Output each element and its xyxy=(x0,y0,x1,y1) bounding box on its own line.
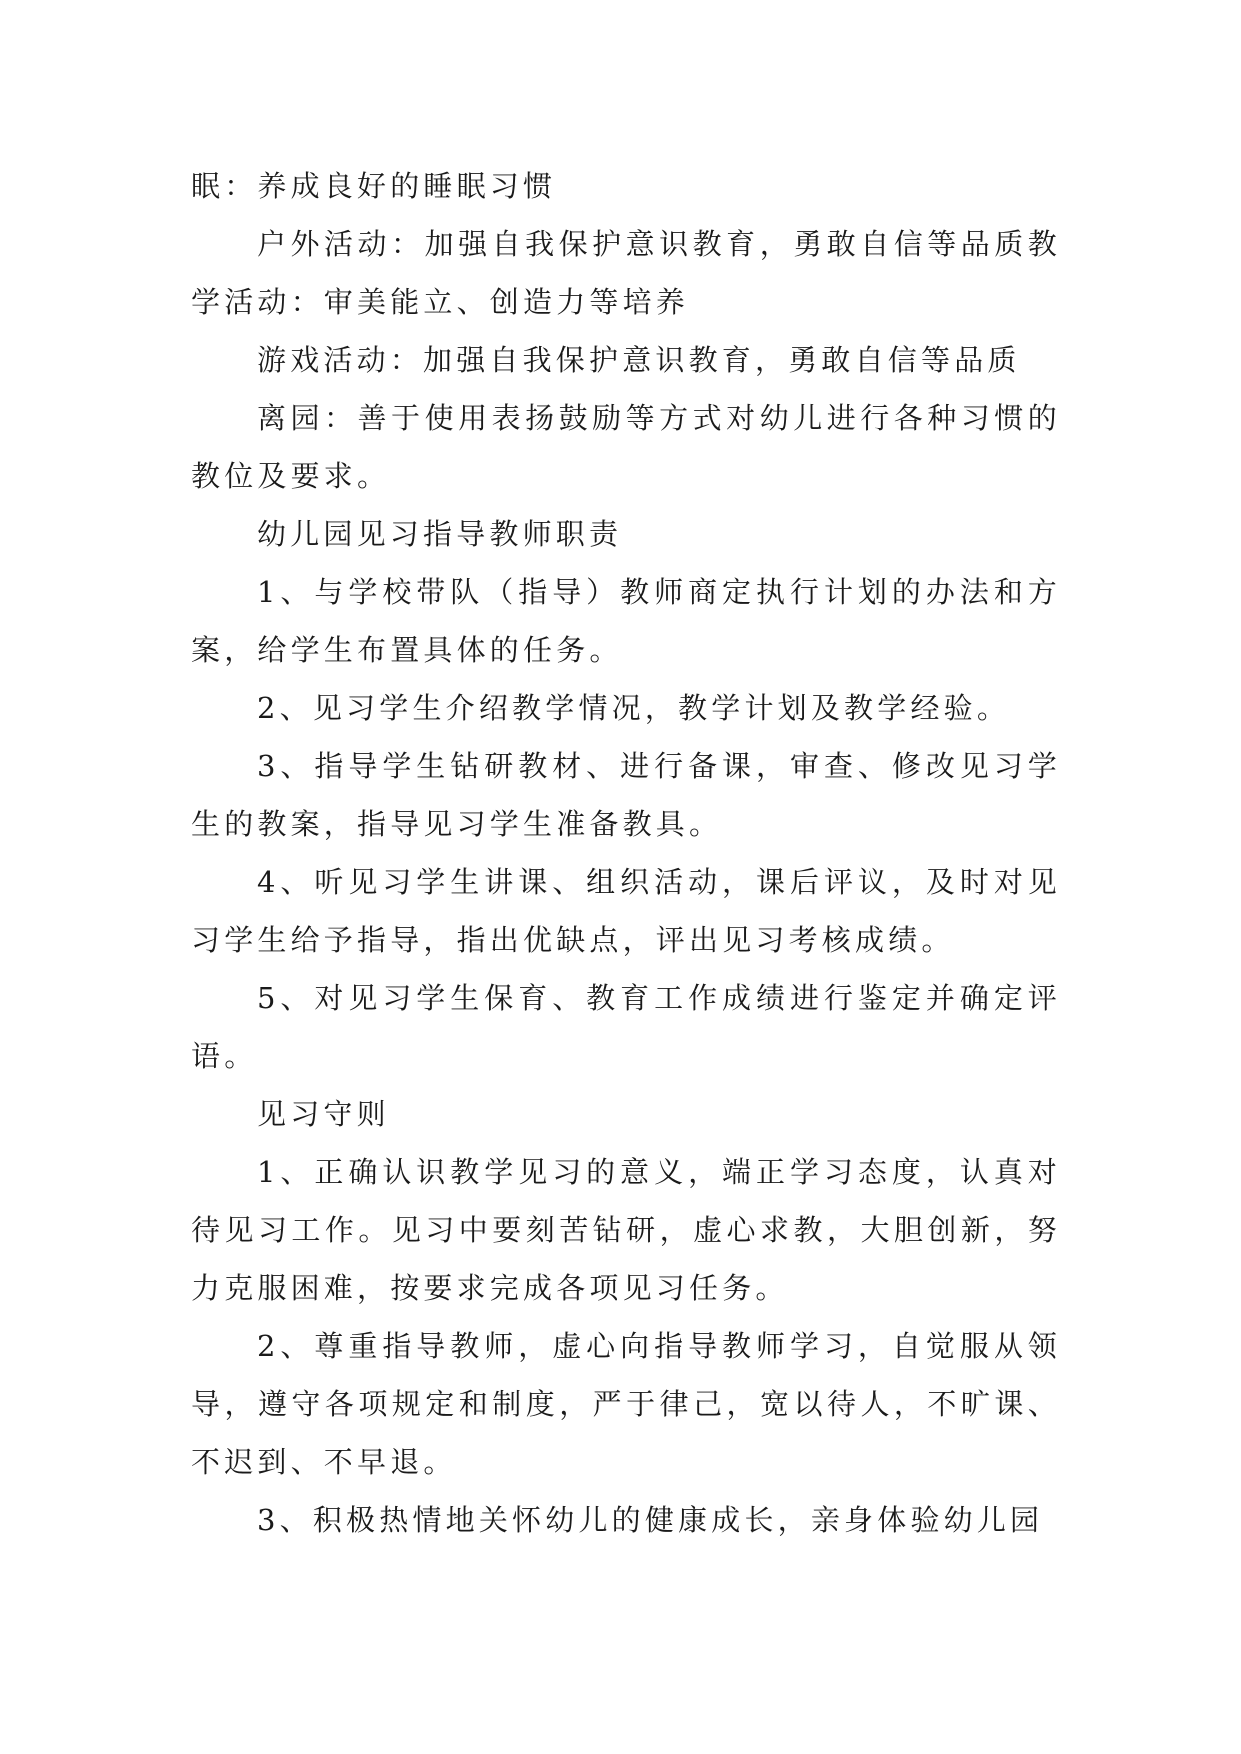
duty-item-3: 3、指导学生钻研教材、进行备课，审查、修改见习学生的教案，指导见习学生准备教具。 xyxy=(191,749,1061,841)
section-heading-rules: 见习守则 xyxy=(257,1097,390,1131)
rule-item-2: 2、尊重指导教师，虚心向指导教师学习，自觉服从领导，遵守各项规定和制度，严于律己，宽以待人，不旷课、不迟到、不早退。 xyxy=(191,1329,1061,1479)
duty-item-4: 4、听见习学生讲课、组织活动，课后评议，及时对见习学生给予指导，指出优缺点，评出见习考核成绩。 xyxy=(191,865,1061,957)
paragraph-leaving: 离园：善于使用表扬鼓励等方式对幼儿进行各种习惯的教位及要求。 xyxy=(191,401,1061,493)
paragraph-sleep: 眠：养成良好的睡眠习惯 xyxy=(191,169,557,203)
duty-item-5: 5、对见习学生保育、教育工作成绩进行鉴定并确定评语。 xyxy=(191,981,1061,1073)
duty-item-1: 1、与学校带队（指导）教师商定执行计划的办法和方案，给学生布置具体的任务。 xyxy=(191,575,1061,667)
document-body xyxy=(191,157,1061,1549)
paragraph-game-activity: 游戏活动：加强自我保护意识教育，勇敢自信等品质 xyxy=(257,343,1021,377)
rule-item-1: 1、正确认识教学见习的意义，端正学习态度，认真对待见习工作。见习中要刻苦钻研，虚心求教，大胆创新，努力克服困难，按要求完成各项见习任务。 xyxy=(191,1155,1061,1305)
section-heading-teacher-duties: 幼儿园见习指导教师职责 xyxy=(257,517,623,551)
duty-item-2: 2、见习学生介绍教学情况，教学计划及教学经验。 xyxy=(257,691,1011,725)
rule-item-3: 3、积极热情地关怀幼儿的健康成长，亲身体验幼儿园 xyxy=(257,1503,1044,1537)
paragraph-outdoor-activity: 户外活动：加强自我保护意识教育，勇敢自信等品质教学活动：审美能立、创造力等培养 xyxy=(191,227,1061,319)
